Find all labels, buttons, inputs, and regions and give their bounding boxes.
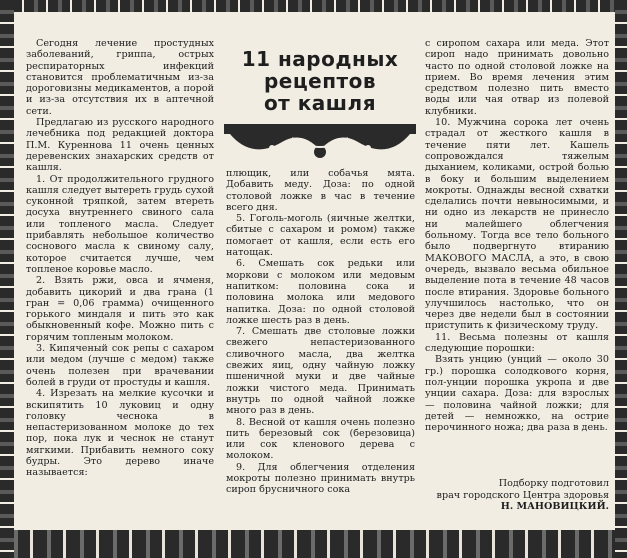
title-line: 11 народных <box>241 47 399 71</box>
paragraph: 1. От продолжительного грудного кашля следует вытереть грудь сухой суконной тряпкой, затем втереть досуха внутреннего свиного сала или топленого масла. Следует прибавлять небольшое количество соснового масла к свиному салу, которое считается лучше, чем топленое коровье масло. <box>26 173 214 275</box>
paragraph: 5. Гоголь-моголь (яичные желтки, сбитые с сахаром и ромом) также помогает от кашля, если есть его натощак. <box>226 213 415 259</box>
paragraph: Взять унцию (унций — около 30 гр.) порошка солодкового корня, пол-унции порошка укропа и две унции сахара. Доза: для взрослых — половина чайной ложки; для детей — немножко, на острие перочинного ножа; два раза в день. <box>425 354 609 434</box>
article-title <box>222 48 418 114</box>
paragraph: Предлагаю из русского народного лечебника под редакцией доктора П.М. Куреннова 11 очень ценных деревенских знахарских средств от кашля. <box>26 117 214 174</box>
ornament-border-left <box>0 0 14 558</box>
ornament-border-top <box>0 0 627 12</box>
paragraph: 2. Взять ржи, овса и ячменя, добавить цикорий и два грана (1 гран = 0,06 грамма) очищенного горького миндаля и пить это как обыкновенный кофе. Можно пить с горячим топленым молоком. <box>26 275 214 343</box>
title-ornament <box>222 120 418 162</box>
paragraph: плющик, или собачья мята. Добавить меду. Доза: по одной столовой ложке в час в течение всего дня. <box>226 168 415 213</box>
paragraph: с сиропом сахара или меда. Этот сироп надо принимать довольно часто по одной столовой ложке на прием. Во время лечения этим средством полезно пить вместо воды или чая отвар из полевой клубники. <box>425 38 609 117</box>
author-name: Н. МАНОВИЦКИЙ. <box>500 501 609 512</box>
author-signature <box>434 478 609 513</box>
article-column-3 <box>425 38 609 478</box>
ornament-border-right <box>615 0 627 558</box>
title-line: от кашля <box>263 91 377 115</box>
paragraph: 3. Кипяченый сок репы с сахаром или медом (лучше с медом) также очень полезен при врачевании болей в груди от простуды и кашля. <box>26 343 214 388</box>
title-line: рецептов <box>263 69 377 93</box>
signature-line: Подборку подготовил <box>498 478 609 489</box>
paragraph: 9. Для облегчения отделения мокроты полезно принимать внутрь сироп брусничного сока <box>226 461 415 496</box>
ornament-border-bottom <box>0 530 627 558</box>
signature-line: врач городского Центра здоровья <box>436 489 609 501</box>
paragraph: 8. Весной от кашля очень полезно пить березовый сок (березовица) или сок кленового дерева с молоком. <box>226 416 415 462</box>
paragraph: 11. Весьма полезны от кашля следующие порошки: <box>425 331 609 355</box>
article-column-2 <box>226 168 415 521</box>
paragraph: 4. Изрезать на мелкие кусочки и вскипятить 10 луковиц и одну головку чеснока в непастеризованном молоке до тех пор, пока лук и чеснок не станут мягкими. Прибавить немного соку будры. Это дерево иначе называется: <box>26 388 214 479</box>
article-column-1 <box>26 38 214 521</box>
paragraph: Сегодня лечение простудных заболеваний, гриппа, острых респираторных инфекций становится проблематичным из-за дороговизны медикаментов, а порой и из-за отсутствия их в аптечной сети. <box>26 38 214 117</box>
paragraph: 10. Мужчина сорока лет очень страдал от жесткого кашля в течение пяти лет. Кашель сопровождался тяжелым дыханием, коликами, острой болью в боку и большим выделением мокроты. Однажды весной схватки сделались почти невыносимыми, и ни одно из лекарств не принесло ни малейшего облегчения больному. Тогда все тело больного было подвергнуто втиранию МАКОВОГО МАСЛА, а это, в свою очередь, вызвало весьма обильное выделение пота в течение 48 часов после втирания. Здоровье больного улучшилось настолько, что он через две недели был в состоянии приступить к физическому труду. <box>425 117 609 332</box>
paragraph: 7. Смешать две столовые ложки свежего непастеризованного сливочного масла, два желтка свежих яиц, одну чайную ложку пшеничной муки и две чайные ложки чистого меда. Принимать внутрь по одной чайной ложке много раз в день. <box>226 326 415 417</box>
paragraph: 6. Смешать сок редьки или моркови с молоком или медовым напитком: половина сока и половина молока или медового напитка. Доза: по одной столовой ложке шесть раз в день. <box>226 258 415 326</box>
